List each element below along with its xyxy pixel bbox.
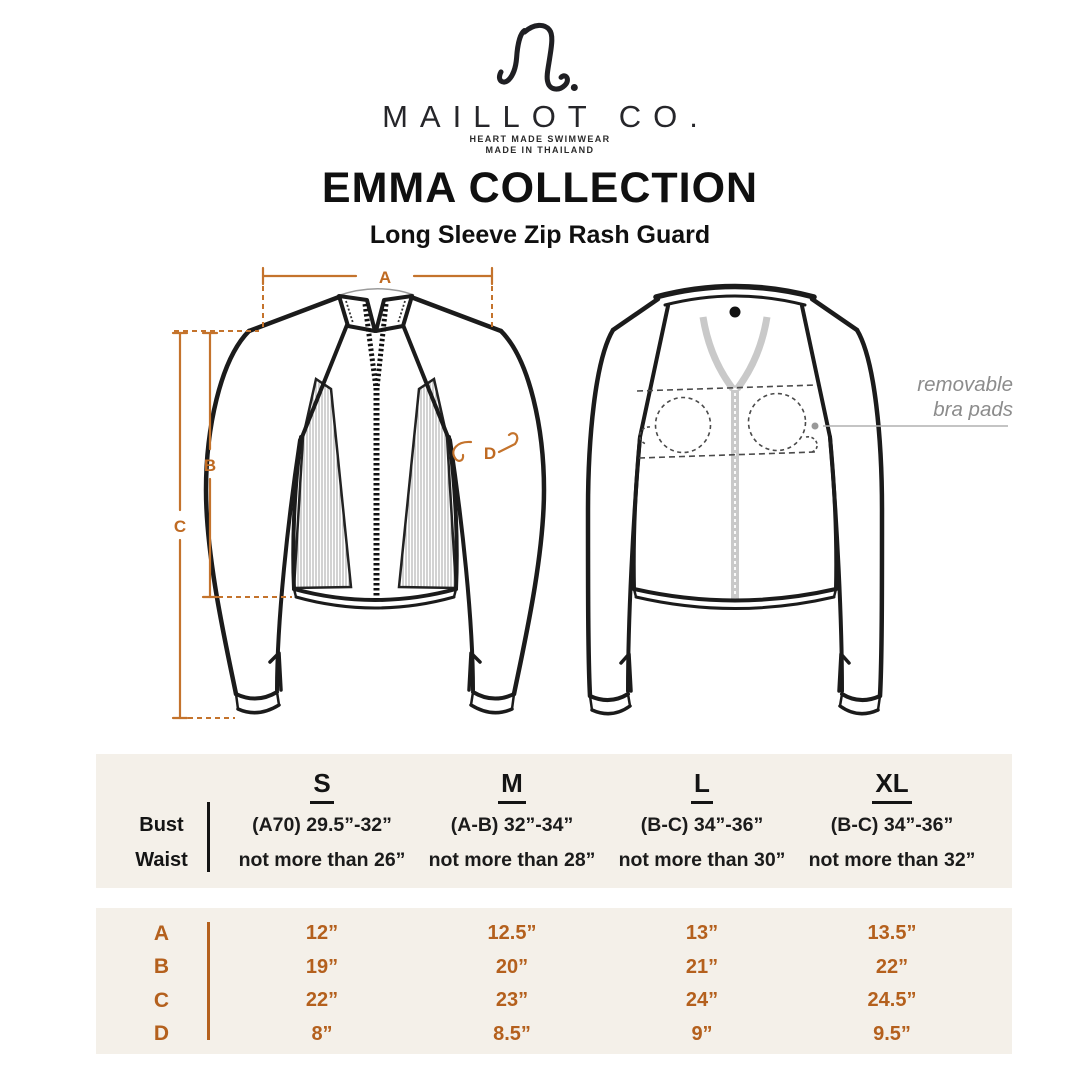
c-m: 23” bbox=[495, 989, 529, 1012]
size-header-s: S bbox=[310, 768, 333, 804]
size-table-header-row bbox=[96, 764, 1012, 808]
measure-label-a: A bbox=[153, 921, 170, 945]
waist-s: not more than 26” bbox=[238, 849, 406, 871]
measure-label-b: B bbox=[153, 955, 170, 979]
brand-name: MAILLOT CO. bbox=[382, 99, 710, 134]
bra-pads-note-line1: removable bbox=[917, 373, 1013, 396]
page-subtitle: Long Sleeve Zip Rash Guard bbox=[369, 221, 711, 249]
dim-a-label: A bbox=[378, 268, 392, 287]
size-header-l: L bbox=[691, 768, 713, 804]
back-neck-dot bbox=[730, 307, 741, 318]
a-xl: 13.5” bbox=[867, 922, 917, 945]
measure-label-d: D bbox=[153, 1022, 170, 1046]
page-title: EMMA COLLECTION bbox=[321, 164, 759, 212]
measure-row-a bbox=[96, 917, 1012, 951]
bust-s: (A70) 29.5”-32” bbox=[252, 814, 392, 836]
measurement-table bbox=[96, 908, 1012, 1054]
waist-row-label: Waist bbox=[135, 849, 188, 871]
bust-row-label: Bust bbox=[139, 814, 184, 836]
waist-xl: not more than 32” bbox=[808, 849, 976, 871]
c-s: 22” bbox=[305, 989, 339, 1012]
size-header-m: M bbox=[498, 768, 526, 804]
measurement-table-divider bbox=[207, 922, 210, 1040]
a-l: 13” bbox=[685, 922, 719, 945]
bust-row bbox=[96, 808, 1012, 843]
dim-c-label: C bbox=[173, 517, 187, 536]
waist-m: not more than 28” bbox=[428, 849, 596, 871]
b-l: 21” bbox=[685, 955, 719, 978]
waist-l: not more than 30” bbox=[618, 849, 786, 871]
garment-back-view bbox=[588, 287, 1013, 714]
measure-label-c: C bbox=[153, 988, 170, 1012]
bust-m: (A-B) 32”-34” bbox=[450, 814, 574, 836]
measure-row-d bbox=[96, 1018, 1012, 1052]
size-header-xl: XL bbox=[872, 768, 911, 804]
a-m: 12.5” bbox=[487, 922, 537, 945]
dimension-annotations bbox=[173, 268, 517, 718]
b-xl: 22” bbox=[875, 955, 909, 978]
b-s: 19” bbox=[305, 955, 339, 978]
measure-row-c bbox=[96, 984, 1012, 1018]
c-xl: 24.5” bbox=[867, 989, 917, 1012]
waist-row bbox=[96, 843, 1012, 878]
d-l: 9” bbox=[691, 1022, 713, 1045]
dim-b-label: B bbox=[203, 456, 217, 475]
b-m: 20” bbox=[495, 955, 529, 978]
garment-front-view bbox=[203, 289, 544, 713]
d-xl: 9.5” bbox=[873, 1022, 911, 1045]
brand-tagline-line1: HEART MADE SWIMWEAR bbox=[469, 134, 611, 144]
bust-xl: (B-C) 34”-36” bbox=[830, 814, 954, 836]
d-m: 8.5” bbox=[493, 1022, 531, 1045]
dim-d-label: D bbox=[483, 444, 497, 463]
c-l: 24” bbox=[685, 989, 719, 1012]
size-table bbox=[96, 754, 1012, 888]
size-table-divider bbox=[207, 802, 210, 872]
bust-l: (B-C) 34”-36” bbox=[640, 814, 764, 836]
measure-row-b bbox=[96, 951, 1012, 985]
d-s: 8” bbox=[311, 1022, 333, 1045]
a-s: 12” bbox=[305, 922, 339, 945]
brand-tagline-line2: MADE IN THAILAND bbox=[485, 145, 595, 155]
bra-pads-outline bbox=[637, 385, 817, 458]
bra-pads-note-line2: bra pads bbox=[933, 398, 1013, 421]
